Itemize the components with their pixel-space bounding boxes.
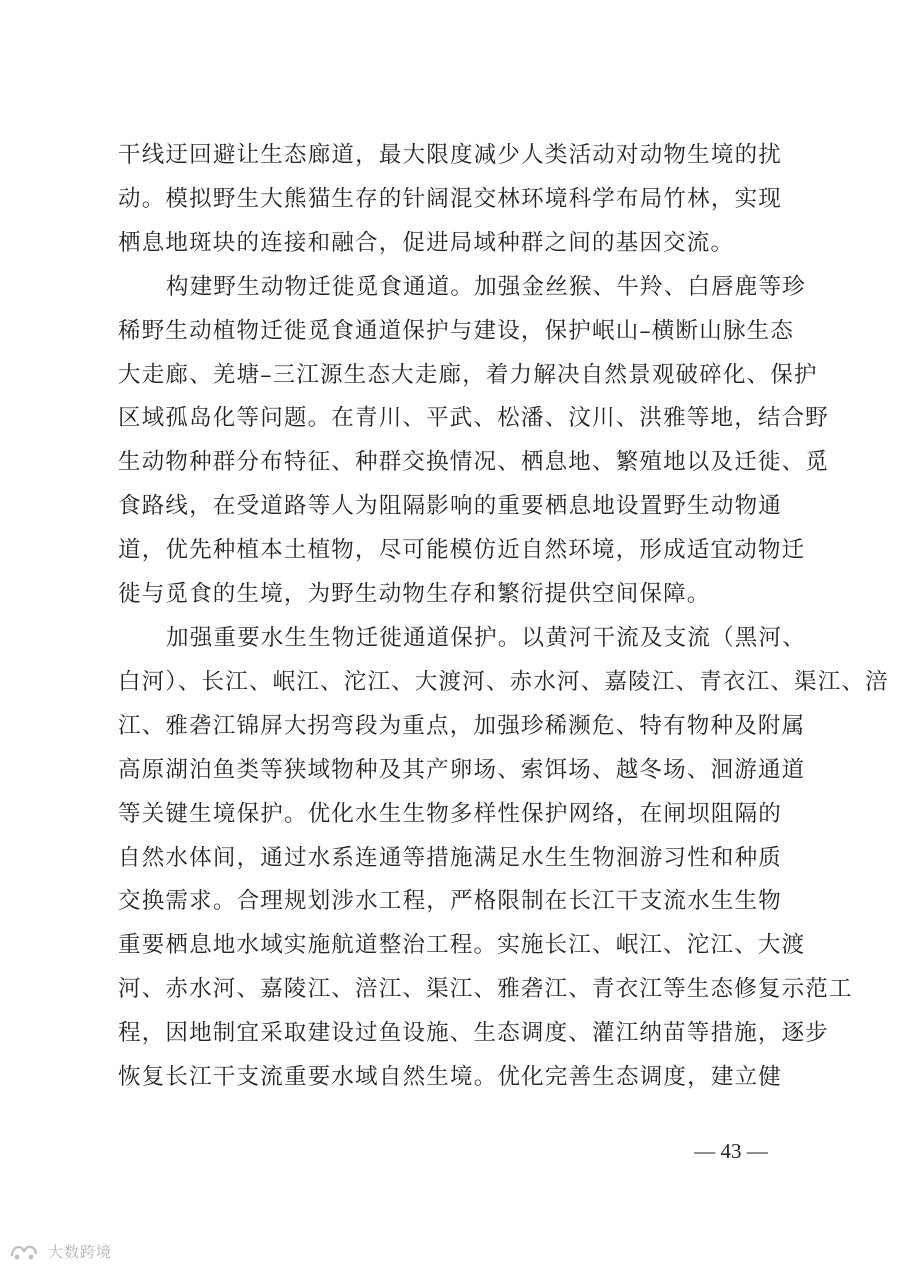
text-line: 江、雅砻江锦屏大拐弯段为重点，加强珍稀濒危、特有物种及附属 bbox=[118, 712, 806, 739]
paragraph bbox=[118, 617, 889, 1100]
text-line: 道，优先种植本土植物，尽可能模仿近自然环境，形成适宜动物迁 bbox=[118, 537, 806, 564]
text-line: 自然水体间，通过水系连通等措施满足水生生物洄游习性和种质 bbox=[118, 844, 782, 871]
text-line: 栖息地斑块的连接和融合，促进局域种群之间的基因交流。 bbox=[118, 229, 735, 256]
text-line: 稀野生动植物迁徙觅食通道保护与建设，保护岷山–横断山脉生态 bbox=[118, 317, 795, 344]
text-line: 徙与觅食的生境，为野生动物生存和繁衍提供空间保障。 bbox=[118, 581, 711, 608]
text-line: 高原湖泊鱼类等狭域物种及其产卵场、索饵场、越冬场、洄游通道 bbox=[118, 756, 806, 783]
text-line: 加强重要水生生物迁徙通道保护。以黄河干流及支流（黑河、 bbox=[166, 624, 806, 651]
paragraph bbox=[118, 134, 782, 266]
text-line: 河、赤水河、嘉陵江、涪江、渠江、雅砻江、青衣江等生态修复示范工 bbox=[118, 976, 853, 1003]
text-line: 动。模拟野生大熊猫生存的针阔混交林环境科学布局竹林，实现 bbox=[118, 185, 782, 212]
text-line: 构建野生动物迁徙觅食通道。加强金丝猴、牛羚、白唇鹿等珍 bbox=[166, 273, 806, 300]
text-line: 程，因地制宜采取建设过鱼设施、生态调度、灌江纳苗等措施，逐步 bbox=[118, 1020, 830, 1047]
text-line: 生动物种群分布特征、种群交换情况、栖息地、繁殖地以及迁徙、觅 bbox=[118, 449, 830, 476]
text-line: 干线迂回避让生态廊道，最大限度减少人类活动对动物生境的扰 bbox=[118, 142, 782, 168]
text-line: 食路线，在受道路等人为阻隔影响的重要栖息地设置野生动物通 bbox=[118, 493, 782, 520]
page-number: — 43 — bbox=[694, 1139, 768, 1163]
text-line: 交换需求。合理规划涉水工程，严格限制在长江干支流水生生物 bbox=[118, 888, 782, 915]
brand-logo-icon bbox=[8, 1240, 42, 1262]
body-text bbox=[118, 134, 889, 1100]
text-line: 白河）、长江、岷江、沱江、大渡河、赤水河、嘉陵江、青衣江、渠江、涪 bbox=[118, 668, 889, 695]
text-line: 大走廊、羌塘–三江源生态大走廊，着力解决自然景观破碎化、保护 bbox=[118, 361, 818, 388]
text-line: 等关键生境保护。优化水生生物多样性保护网络，在闸坝阻隔的 bbox=[118, 800, 782, 827]
text-line: 重要栖息地水域实施航道整治工程。实施长江、岷江、沱江、大渡 bbox=[118, 932, 806, 959]
text-line: 恢复长江干支流重要水域自然生境。优化完善生态调度，建立健 bbox=[118, 1064, 782, 1091]
watermark-text: 大数跨境 bbox=[48, 1242, 113, 1261]
watermark bbox=[8, 1238, 112, 1264]
text-line: 区域孤岛化等问题。在青川、平武、松潘、汶川、洪雅等地，结合野 bbox=[118, 405, 830, 432]
paragraph bbox=[118, 266, 830, 617]
